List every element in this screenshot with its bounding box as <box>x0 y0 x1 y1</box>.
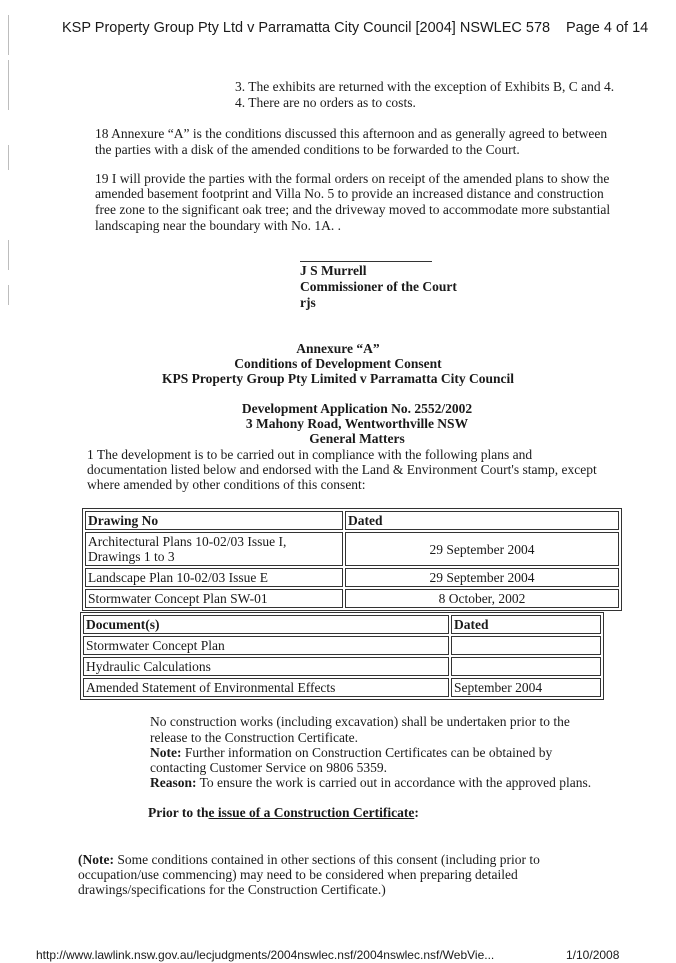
condition-1-line: where amended by other conditions of this consent: <box>87 477 366 492</box>
documents-table <box>80 612 604 700</box>
table-row <box>83 636 601 655</box>
note-label: Note: <box>150 745 182 760</box>
bottom-note-line: occupation/use commencing) may need to be considered when preparing detailed <box>78 867 518 882</box>
construction-note-line: contacting Customer Service on 9806 5359. <box>150 760 387 775</box>
site-address: 3 Mahony Road, Wentworthville NSW <box>245 416 469 431</box>
section-heading: General Matters <box>309 431 405 446</box>
table-cell-drawing <box>85 532 343 566</box>
column-header-drawing-no: Drawing No <box>85 511 343 530</box>
signatory-title: Commissioner of the Court <box>300 279 457 294</box>
paragraph-18-line: 18 Annexure “A” is the conditions discussed this afternoon and as generally agreed to between <box>95 126 608 141</box>
paragraph-19-line: landscaping near the boundary with No. 1A. . <box>95 218 341 233</box>
construction-note-line <box>150 745 552 761</box>
heading-underlined: e issue of a Construction Certificate <box>208 805 415 820</box>
footer-date: 1/10/2008 <box>566 948 620 962</box>
table-row <box>83 678 601 697</box>
table-cell-drawing: Stormwater Concept Plan SW-01 <box>85 589 343 608</box>
binding-mark <box>8 240 12 270</box>
binding-mark <box>8 15 12 55</box>
annexure-heading: Annexure “A” <box>296 341 380 356</box>
drawings-table <box>82 508 622 611</box>
paragraph-18-line: the parties with a disk of the amended conditions to be forwarded to the Court. <box>95 142 520 157</box>
table-cell-dated: 29 September 2004 <box>345 568 619 587</box>
drawing-name-cont: Drawings 1 to 3 <box>88 549 175 564</box>
signature-line <box>300 261 432 262</box>
condition-1-line: 1 The development is to be carried out in compliance with the following plans and <box>87 447 533 462</box>
table-header-row <box>85 511 619 530</box>
signatory-initials: rjs <box>300 295 316 310</box>
reason-text: To ensure the work is carried out in accordance with the approved plans. <box>196 775 592 790</box>
paragraph-19-line: free zone to the significant oak tree; and the driveway moved to accommodate more substantial <box>95 202 611 217</box>
heading-suffix: : <box>414 805 419 820</box>
column-header-dated: Dated <box>345 511 619 530</box>
note-text: Further information on Construction Certificates can be obtained by <box>181 745 553 760</box>
table-cell-dated <box>451 657 601 676</box>
bottom-note-text: Some conditions contained in other sections of this consent (including prior to <box>113 852 540 867</box>
prior-to-cc-heading <box>148 805 419 821</box>
bottom-note-line <box>78 852 540 868</box>
heading-prefix: Prior to th <box>148 805 209 820</box>
order-item-4: 4. There are no orders as to costs. <box>235 95 416 110</box>
binding-mark <box>8 145 12 170</box>
annexure-subheading: Conditions of Development Consent <box>234 356 442 371</box>
bottom-note-line: drawings/specifications for the Construction Certificate.) <box>78 882 386 897</box>
construction-condition-line: release to the Construction Certificate. <box>150 730 359 745</box>
application-number: Development Application No. 2552/2002 <box>241 401 473 416</box>
signatory-name: J S Murrell <box>300 263 367 278</box>
table-row <box>85 532 619 566</box>
table-cell-document: Hydraulic Calculations <box>83 657 449 676</box>
table-cell-dated <box>451 636 601 655</box>
table-cell-drawing: Landscape Plan 10-02/03 Issue E <box>85 568 343 587</box>
table-row <box>85 568 619 587</box>
paragraph-19-line: 19 I will provide the parties with the formal orders on receipt of the amended plans to show the <box>95 171 610 186</box>
construction-condition-line: No construction works (including excavation) shall be undertaken prior to the <box>150 714 570 729</box>
table-cell-dated: 29 September 2004 <box>345 532 619 566</box>
column-header-dated: Dated <box>451 615 601 634</box>
binding-mark <box>8 60 12 110</box>
condition-1-line: documentation listed below and endorsed with the Land & Environment Court's stamp, except <box>87 462 597 477</box>
table-cell-document: Amended Statement of Environmental Effects <box>83 678 449 697</box>
table-cell-dated: September 2004 <box>451 678 601 697</box>
table-header-row <box>83 615 601 634</box>
paragraph-19-line: amended basement footprint and Villa No. 5 to provide an increased distance and construction <box>95 186 604 201</box>
table-cell-dated: 8 October, 2002 <box>345 589 619 608</box>
table-cell-document: Stormwater Concept Plan <box>83 636 449 655</box>
table-row <box>85 589 619 608</box>
table-row <box>83 657 601 676</box>
reason-label: Reason: <box>150 775 197 790</box>
order-item-3: 3. The exhibits are returned with the exception of Exhibits B, C and 4. <box>235 79 615 94</box>
page-number: Page 4 of 14 <box>566 20 649 36</box>
binding-mark <box>8 285 12 305</box>
reason-line <box>150 775 591 791</box>
annexure-parties: KPS Property Group Pty Limited v Parramatta City Council <box>162 371 514 386</box>
drawing-name: Architectural Plans 10-02/03 Issue I, <box>88 534 287 549</box>
footer-url: http://www.lawlink.nsw.gov.au/lecjudgments/2004nswlec.nsf/2004nswlec.nsf/WebVie... <box>36 948 495 962</box>
column-header-documents: Document(s) <box>83 615 449 634</box>
document-title: KSP Property Group Pty Ltd v Parramatta City Council [2004] NSWLEC 578 <box>62 20 551 36</box>
bottom-note-label: (Note: <box>78 852 114 867</box>
